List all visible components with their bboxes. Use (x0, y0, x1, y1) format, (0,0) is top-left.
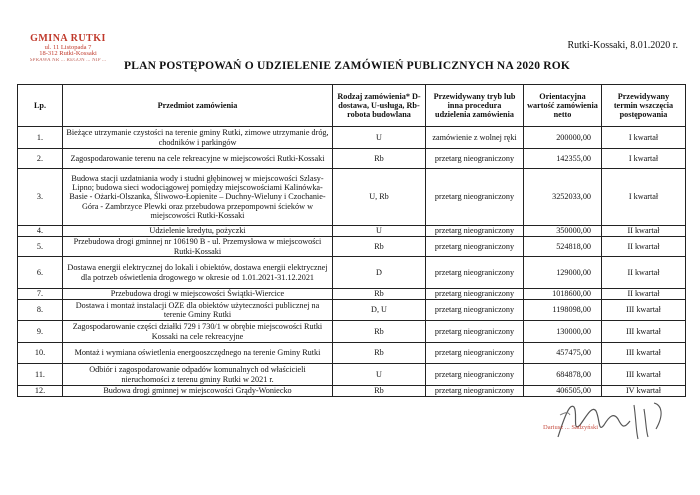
row-term: III kwartał (602, 300, 686, 321)
row-type: D, U (333, 300, 426, 321)
table-row (18, 127, 686, 149)
row-procedure: przetarg nieograniczony (426, 149, 524, 169)
row-value: 200000,00 (524, 127, 602, 149)
table-row (18, 226, 686, 237)
table-row (18, 237, 686, 257)
header-procedure: Przewidywany tryb lub inna procedura udzielenia zamówienia (426, 85, 524, 127)
row-lp: 2. (18, 149, 63, 169)
row-term: II kwartał (602, 237, 686, 257)
stamp-city: 18-312 Rutki-Kossaki (39, 50, 97, 58)
table-row (18, 364, 686, 386)
row-value: 129000,00 (524, 257, 602, 289)
row-term: III kwartał (602, 364, 686, 386)
row-value: 524818,00 (524, 237, 602, 257)
row-procedure: przetarg nieograniczony (426, 237, 524, 257)
row-term: I kwartał (602, 127, 686, 149)
row-type: Rb (333, 289, 426, 300)
row-value: 1018600,00 (524, 289, 602, 300)
row-type: U (333, 127, 426, 149)
row-term: II kwartał (602, 226, 686, 237)
row-subject: Udzielenie kredytu, pożyczki (63, 226, 333, 237)
row-subject: Przebudowa drogi w miejscowości Świątki-Wiercice (63, 289, 333, 300)
row-lp: 6. (18, 257, 63, 289)
row-procedure: przetarg nieograniczony (426, 289, 524, 300)
stamp-name: GMINA RUTKI (30, 33, 106, 44)
row-value: 457475,00 (524, 343, 602, 364)
row-subject: Zagospodarowanie terenu na cele rekreacyjne w miejscowości Rutki-Kossaki (63, 149, 333, 169)
row-value: 350000,00 (524, 226, 602, 237)
header-value: Orientacyjna wartość zamówienia netto (524, 85, 602, 127)
row-value: 130000,00 (524, 321, 602, 343)
table-header-row (18, 85, 686, 127)
row-term: I kwartał (602, 169, 686, 226)
procurement-plan-table (17, 84, 686, 397)
signature-stamp: Dariusz ... Sadzyński (543, 424, 599, 431)
stamp-registry: SPRAWA NR ... REGON ... NIP ... (29, 58, 107, 64)
row-subject: Budowa stacji uzdatniania wody i studni głębinowej w miejscowości Szlasy-Lipno; budowa sieci wodociągowej pomiędzy miejscowościami Kalinówka-Basie - Ożarki-Olszanka, Śliwowo-Łopienite – Duchny-Wieluny i Czochanie-Góra - Zambrzyce Plewki oraz przebudowa przepompowni ścieków w miejscowości Rutki-Kossaki (63, 169, 333, 226)
row-procedure: przetarg nieograniczony (426, 386, 524, 397)
row-subject: Zagospodarowanie części działki 729 i 730/1 w obrębie miejscowości Rutki Kossaki na cele rekreacyjne (63, 321, 333, 343)
row-subject: Odbiór i zagospodarowanie odpadów komunalnych od właścicieli nieruchomości z terenu gminy Rutki w 2021 r. (63, 364, 333, 386)
row-value: 142355,00 (524, 149, 602, 169)
row-lp: 3. (18, 169, 63, 226)
row-term: II kwartał (602, 257, 686, 289)
row-value: 1198098,00 (524, 300, 602, 321)
row-subject: Budowa drogi gminnej w miejscowości Grądy-Woniecko (63, 386, 333, 397)
row-subject: Przebudowa drogi gminnej nr 106190 B - ul. Przemysłowa w miejscowości Rutki-Kossaki (63, 237, 333, 257)
row-type: Rb (333, 343, 426, 364)
row-term: II kwartał (602, 289, 686, 300)
row-term: I kwartał (602, 149, 686, 169)
row-type: Rb (333, 149, 426, 169)
table-row (18, 321, 686, 343)
row-type: Rb (333, 321, 426, 343)
header-term: Przewidywany termin wszczęcia postępowania (602, 85, 686, 127)
row-lp: 9. (18, 321, 63, 343)
row-value: 406505,00 (524, 386, 602, 397)
row-value: 684878,00 (524, 364, 602, 386)
row-procedure: zamówienie z wolnej ręki (426, 127, 524, 149)
table-row (18, 257, 686, 289)
row-type: Rb (333, 237, 426, 257)
row-subject: Dostawa i montaż instalacji OZE dla obiektów użyteczności publicznej na terenie Gminy Rutki (63, 300, 333, 321)
row-procedure: przetarg nieograniczony (426, 257, 524, 289)
header-lp: Lp. (18, 85, 63, 127)
office-stamp (8, 34, 128, 63)
row-type: U (333, 364, 426, 386)
row-term: III kwartał (602, 343, 686, 364)
row-procedure: przetarg nieograniczony (426, 364, 524, 386)
place-date: Rutki-Kossaki, 8.01.2020 r. (567, 40, 678, 51)
row-value: 3252033,00 (524, 169, 602, 226)
row-type: U, Rb (333, 169, 426, 226)
row-procedure: przetarg nieograniczony (426, 226, 524, 237)
row-lp: 10. (18, 343, 63, 364)
table-row (18, 343, 686, 364)
row-term: IV kwartał (602, 386, 686, 397)
header-subject: Przedmiot zamówienia (63, 85, 333, 127)
document-title: PLAN POSTĘPOWAŃ O UDZIELENIE ZAMÓWIEŃ PUBLICZNYCH NA 2020 ROK (124, 60, 571, 72)
row-type: D (333, 257, 426, 289)
row-lp: 11. (18, 364, 63, 386)
table-row (18, 169, 686, 226)
row-procedure: przetarg nieograniczony (426, 169, 524, 226)
row-procedure: przetarg nieograniczony (426, 300, 524, 321)
row-lp: 1. (18, 127, 63, 149)
stamp-street: ul. 11 Listopada 7 (44, 43, 92, 51)
row-lp: 7. (18, 289, 63, 300)
row-type: Rb (333, 386, 426, 397)
row-lp: 5. (18, 237, 63, 257)
row-term: III kwartał (602, 321, 686, 343)
row-procedure: przetarg nieograniczony (426, 321, 524, 343)
handwritten-signature (540, 385, 690, 455)
row-subject: Dostawa energii elektrycznej do lokali i obiektów, dostawa energii elektrycznej dla potrzeb oświetlenia drogowego w okresie od 1.01.2021-31.12.2021 (63, 257, 333, 289)
table-row (18, 289, 686, 300)
row-lp: 4. (18, 226, 63, 237)
row-lp: 12. (18, 386, 63, 397)
row-procedure: przetarg nieograniczony (426, 343, 524, 364)
header-type: Rodzaj zamówienia* D-dostawa, U-usługa, Rb-robota budowlana (333, 85, 426, 127)
table-row (18, 300, 686, 321)
row-subject: Bieżące utrzymanie czystości na terenie gminy Rutki, zimowe utrzymanie dróg, chodników i parkingów (63, 127, 333, 149)
row-subject: Montaż i wymiana oświetlenia energooszczędnego na terenie Gminy Rutki (63, 343, 333, 364)
row-type: U (333, 226, 426, 237)
table-row (18, 149, 686, 169)
row-lp: 8. (18, 300, 63, 321)
